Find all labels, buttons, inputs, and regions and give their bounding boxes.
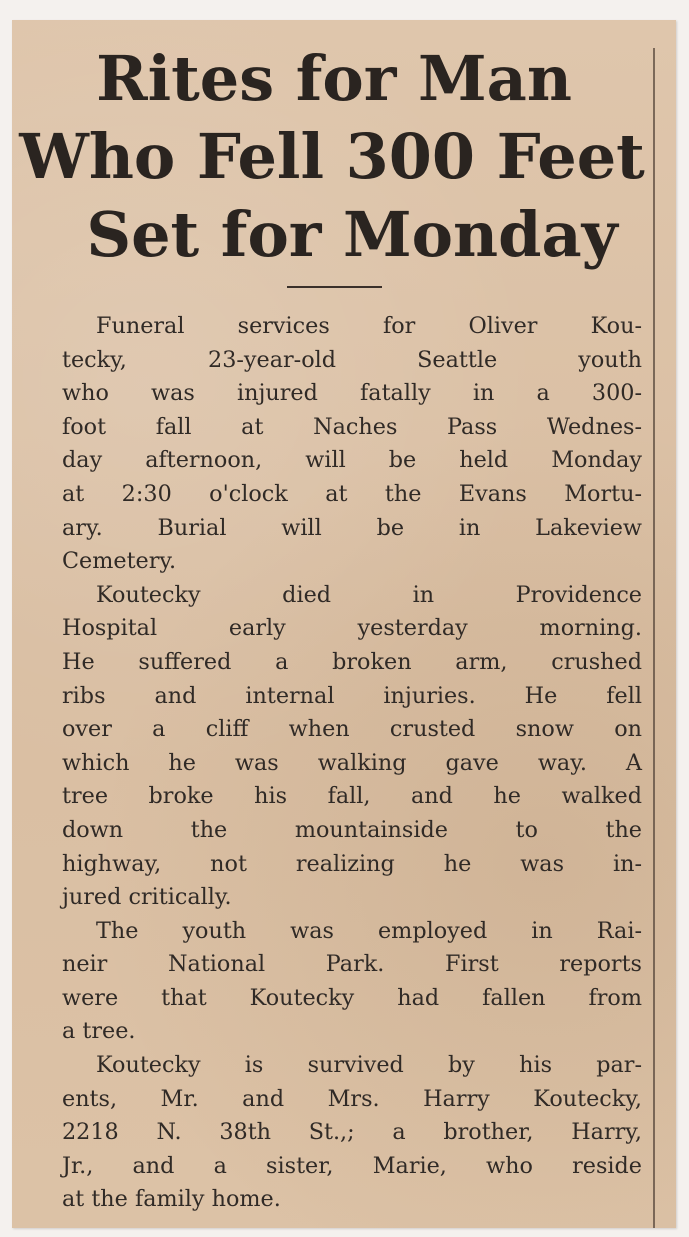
column-rule (653, 48, 655, 1228)
text-line: Hospital early yesterday morning. (62, 615, 642, 642)
paragraph-3 (62, 915, 642, 1049)
text-line: 2218 N. 38th St.,; a brother, Harry, (62, 1119, 642, 1146)
newspaper-clipping (12, 20, 676, 1228)
paragraph-2 (62, 579, 642, 915)
text-line: were that Koutecky had fallen from (62, 984, 642, 1011)
text-line: at 2:30 o'clock at the Evans Mortu- (62, 480, 642, 507)
article-body (62, 310, 642, 1217)
text-line: over a cliff when crusted snow on (62, 716, 642, 743)
text-line: tree broke his fall, and he walked (62, 783, 642, 810)
text-line: ary. Burial will be in Lakeview (62, 514, 642, 541)
text-line: ribs and internal injuries. He fell (62, 682, 642, 709)
text-line: foot fall at Naches Pass Wednes- (62, 413, 642, 440)
text-line: tecky, 23-year-old Seattle youth (62, 346, 642, 373)
headline-line-2: Who Fell 300 Feet (19, 120, 645, 193)
headline (12, 40, 652, 274)
text-line: He suffered a broken arm, crushed (62, 648, 642, 675)
headline-line-3: Set for Monday (86, 198, 618, 271)
headline-divider (287, 286, 382, 288)
headline-line-1: Rites for Man (96, 42, 572, 115)
text-line: Koutecky is survived by his par- (96, 1052, 642, 1079)
text-line: down the mountainside to the (62, 816, 642, 843)
text-line: highway, not realizing he was in- (62, 850, 642, 877)
text-line: at the family home. (62, 1186, 281, 1213)
text-line: Funeral services for Oliver Kou- (96, 313, 642, 339)
text-line: ents, Mr. and Mrs. Harry Koutecky, (62, 1085, 642, 1112)
text-line: which he was walking gave way. A (62, 749, 642, 776)
text-line: Koutecky died in Providence (96, 581, 642, 608)
text-line: jured critically. (62, 884, 232, 911)
text-line: Cemetery. (62, 548, 177, 575)
text-line: who was injured fatally in a 300- (62, 380, 642, 407)
text-line: Jr., and a sister, Marie, who reside (62, 1152, 642, 1179)
text-line: day afternoon, will be held Monday (62, 447, 642, 474)
text-line: neir National Park. First reports (62, 951, 642, 978)
text-line: a tree. (62, 1018, 136, 1045)
paragraph-4 (62, 1049, 642, 1217)
text-line: The youth was employed in Rai- (96, 917, 642, 944)
paragraph-1 (62, 310, 642, 579)
